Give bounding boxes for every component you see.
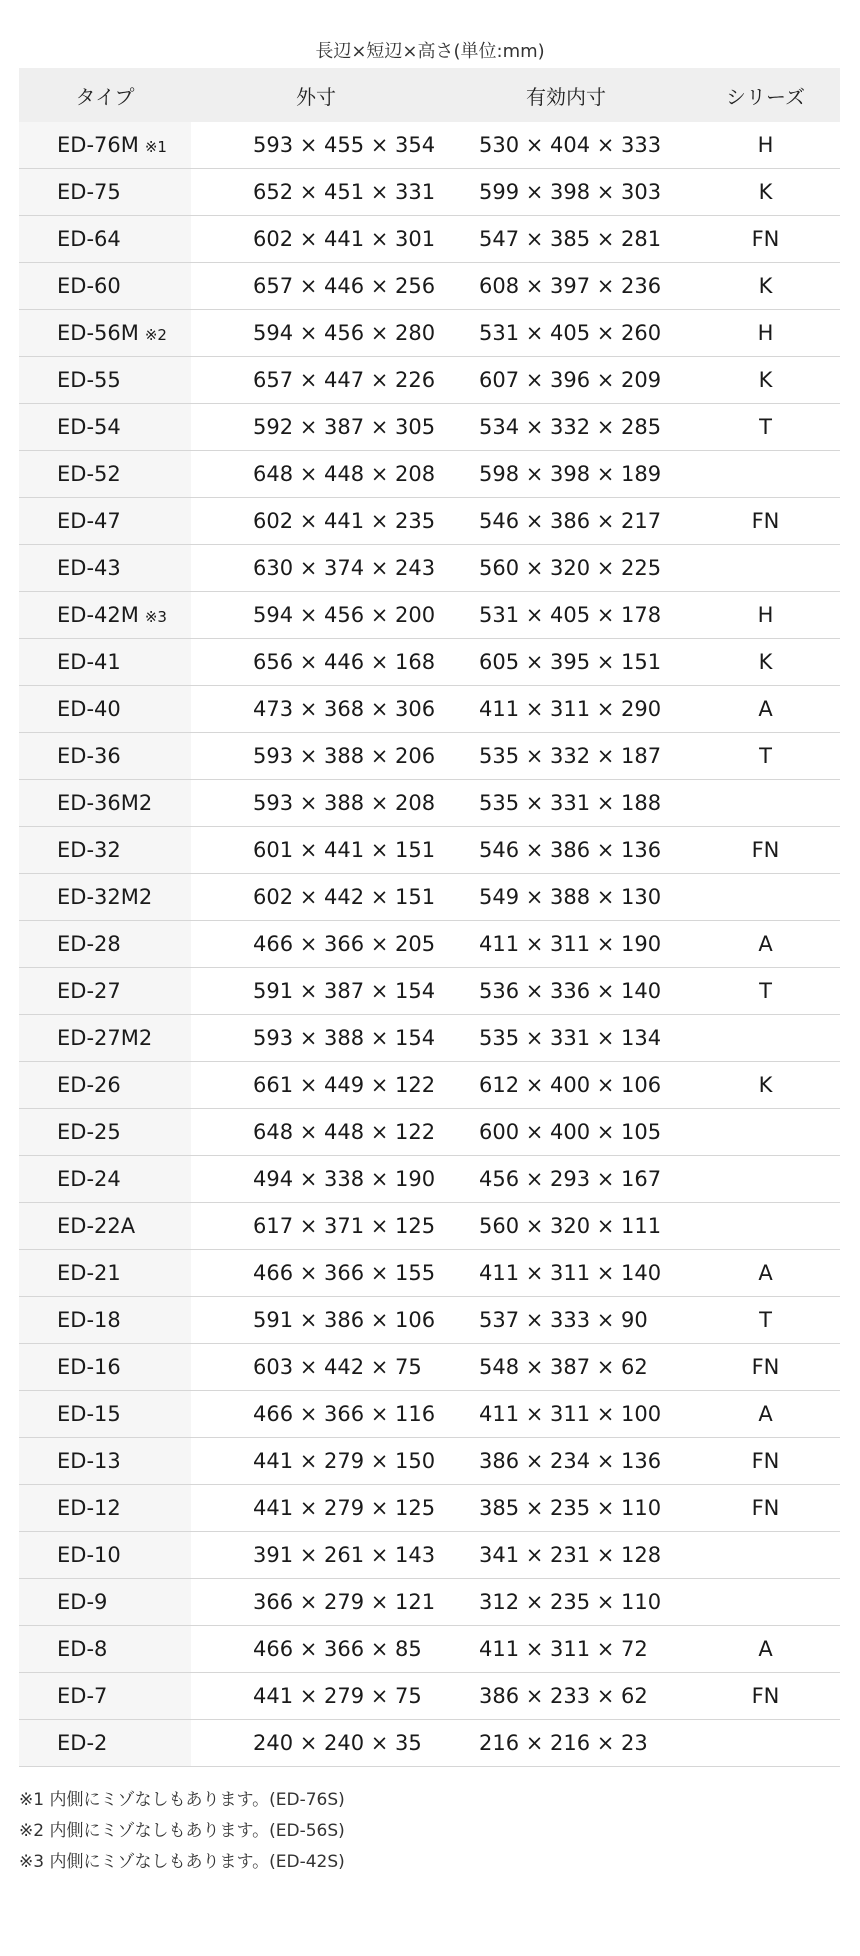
table-row [19,921,840,968]
cell-type [19,1720,191,1767]
table-row [19,733,840,780]
cell-outer-size: 594 × 456 × 280 [191,310,441,357]
cell-outer-size: 473 × 368 × 306 [191,686,441,733]
cell-type [19,921,191,968]
type-label: ED-36 [57,744,121,768]
cell-outer-size: 441 × 279 × 150 [191,1438,441,1485]
cell-type [19,1250,191,1297]
cell-inner-size: 216 × 216 × 23 [441,1720,691,1767]
type-label: ED-18 [57,1308,121,1332]
cell-inner-size: 599 × 398 × 303 [441,169,691,216]
cell-type [19,1532,191,1579]
cell-outer-size: 594 × 456 × 200 [191,592,441,639]
table-row [19,1015,840,1062]
table-row [19,686,840,733]
cell-outer-size: 648 × 448 × 208 [191,451,441,498]
cell-series [691,1015,840,1062]
cell-type [19,122,191,169]
cell-outer-size: 366 × 279 × 121 [191,1579,441,1626]
cell-type [19,827,191,874]
cell-outer-size: 494 × 338 × 190 [191,1156,441,1203]
header-series: シリーズ [691,68,840,122]
cell-type [19,1015,191,1062]
table-row [19,827,840,874]
cell-inner-size: 600 × 400 × 105 [441,1109,691,1156]
footnote: ※2 内側にミゾなしもあります。(ED-56S) [19,1821,345,1841]
cell-outer-size: 602 × 441 × 235 [191,498,441,545]
cell-outer-size: 441 × 279 × 75 [191,1673,441,1720]
cell-series: H [691,592,840,639]
footnote: ※1 内側にミゾなしもあります。(ED-76S) [19,1790,345,1810]
cell-outer-size: 592 × 387 × 305 [191,404,441,451]
cell-type [19,1579,191,1626]
cell-series [691,1109,840,1156]
cell-series: K [691,639,840,686]
type-label: ED-26 [57,1073,121,1097]
cell-outer-size: 593 × 388 × 206 [191,733,441,780]
cell-inner-size: 531 × 405 × 178 [441,592,691,639]
cell-series: A [691,921,840,968]
cell-series [691,1579,840,1626]
cell-type [19,263,191,310]
table-row [19,874,840,921]
cell-series [691,545,840,592]
cell-outer-size: 441 × 279 × 125 [191,1485,441,1532]
type-label: ED-2 [57,1731,108,1755]
cell-inner-size: 411 × 311 × 140 [441,1250,691,1297]
cell-type [19,169,191,216]
table-row [19,1673,840,1720]
cell-inner-size: 411 × 311 × 100 [441,1391,691,1438]
cell-outer-size: 466 × 366 × 155 [191,1250,441,1297]
table-row [19,169,840,216]
cell-series: K [691,169,840,216]
cell-series: FN [691,216,840,263]
cell-series: K [691,357,840,404]
cell-inner-size: 608 × 397 × 236 [441,263,691,310]
footnote-mark: ※3 [144,608,167,626]
cell-inner-size: 411 × 311 × 72 [441,1626,691,1673]
table-row [19,1203,840,1250]
type-label: ED-8 [57,1637,108,1661]
cell-inner-size: 312 × 235 × 110 [441,1579,691,1626]
cell-series: T [691,1297,840,1344]
cell-outer-size: 593 × 388 × 208 [191,780,441,827]
spec-table [19,68,840,1767]
header-outer-size: 外寸 [191,68,441,122]
table-row [19,1297,840,1344]
cell-type [19,404,191,451]
cell-series: FN [691,1438,840,1485]
cell-inner-size: 537 × 333 × 90 [441,1297,691,1344]
cell-series: T [691,968,840,1015]
cell-type [19,874,191,921]
table-row [19,1532,840,1579]
cell-inner-size: 535 × 331 × 134 [441,1015,691,1062]
cell-inner-size: 560 × 320 × 111 [441,1203,691,1250]
type-label: ED-40 [57,697,121,721]
cell-inner-size: 456 × 293 × 167 [441,1156,691,1203]
cell-type [19,1344,191,1391]
type-label: ED-24 [57,1167,121,1191]
table-row [19,310,840,357]
table-row [19,263,840,310]
cell-outer-size: 391 × 261 × 143 [191,1532,441,1579]
unit-note: 長辺×短辺×高さ(単位:mm) [315,41,545,62]
table-row [19,639,840,686]
table-row [19,1720,840,1767]
table-row [19,451,840,498]
type-label: ED-56M [57,321,139,345]
table-row [19,498,840,545]
cell-type [19,1062,191,1109]
cell-inner-size: 560 × 320 × 225 [441,545,691,592]
table-row [19,1485,840,1532]
table-row [19,1438,840,1485]
cell-type [19,451,191,498]
table-row [19,122,840,169]
cell-series [691,451,840,498]
cell-series: K [691,1062,840,1109]
type-label: ED-28 [57,932,121,956]
cell-series: A [691,1250,840,1297]
cell-outer-size: 466 × 366 × 205 [191,921,441,968]
cell-inner-size: 546 × 386 × 136 [441,827,691,874]
type-label: ED-9 [57,1590,108,1614]
cell-outer-size: 648 × 448 × 122 [191,1109,441,1156]
cell-series: FN [691,1673,840,1720]
cell-inner-size: 411 × 311 × 290 [441,686,691,733]
cell-series [691,780,840,827]
cell-type [19,1438,191,1485]
cell-series [691,1203,840,1250]
cell-inner-size: 530 × 404 × 333 [441,122,691,169]
cell-inner-size: 598 × 398 × 189 [441,451,691,498]
footnote-mark: ※1 [144,138,167,156]
cell-series: T [691,733,840,780]
type-label: ED-21 [57,1261,121,1285]
type-label: ED-47 [57,509,121,533]
cell-inner-size: 548 × 387 × 62 [441,1344,691,1391]
table-row [19,1109,840,1156]
table-row [19,216,840,263]
cell-type [19,686,191,733]
cell-type [19,1673,191,1720]
cell-series [691,874,840,921]
cell-type [19,1156,191,1203]
cell-type [19,968,191,1015]
cell-inner-size: 547 × 385 × 281 [441,216,691,263]
footnotes [19,1785,860,1878]
type-label: ED-12 [57,1496,121,1520]
cell-type [19,310,191,357]
type-label: ED-13 [57,1449,121,1473]
cell-series: H [691,310,840,357]
cell-series: H [691,122,840,169]
type-label: ED-55 [57,368,121,392]
table-row [19,357,840,404]
type-label: ED-76M [57,133,139,157]
footnote-mark: ※2 [144,326,167,344]
table-row [19,545,840,592]
cell-outer-size: 593 × 455 × 354 [191,122,441,169]
cell-type [19,1485,191,1532]
table-header-row [19,68,840,122]
table-row [19,1250,840,1297]
cell-series: A [691,1391,840,1438]
cell-series [691,1532,840,1579]
cell-outer-size: 657 × 446 × 256 [191,263,441,310]
table-row [19,1156,840,1203]
cell-inner-size: 546 × 386 × 217 [441,498,691,545]
cell-type [19,1109,191,1156]
table-row [19,404,840,451]
cell-type [19,639,191,686]
type-label: ED-32 [57,838,121,862]
type-label: ED-32M2 [57,885,153,909]
table-row [19,1344,840,1391]
cell-inner-size: 549 × 388 × 130 [441,874,691,921]
cell-inner-size: 386 × 234 × 136 [441,1438,691,1485]
type-label: ED-54 [57,415,121,439]
cell-outer-size: 466 × 366 × 116 [191,1391,441,1438]
cell-type [19,1626,191,1673]
cell-type [19,1391,191,1438]
type-label: ED-75 [57,180,121,204]
type-label: ED-27M2 [57,1026,153,1050]
cell-type [19,216,191,263]
cell-outer-size: 240 × 240 × 35 [191,1720,441,1767]
cell-outer-size: 656 × 446 × 168 [191,639,441,686]
cell-outer-size: 466 × 366 × 85 [191,1626,441,1673]
cell-outer-size: 652 × 451 × 331 [191,169,441,216]
cell-inner-size: 612 × 400 × 106 [441,1062,691,1109]
type-label: ED-10 [57,1543,121,1567]
cell-type [19,733,191,780]
cell-inner-size: 536 × 336 × 140 [441,968,691,1015]
cell-series: A [691,1626,840,1673]
cell-type [19,780,191,827]
cell-outer-size: 602 × 442 × 151 [191,874,441,921]
type-label: ED-43 [57,556,121,580]
cell-inner-size: 607 × 396 × 209 [441,357,691,404]
table-row [19,1062,840,1109]
cell-series: FN [691,498,840,545]
cell-inner-size: 535 × 331 × 188 [441,780,691,827]
cell-outer-size: 657 × 447 × 226 [191,357,441,404]
cell-outer-size: 630 × 374 × 243 [191,545,441,592]
cell-series: K [691,263,840,310]
cell-inner-size: 386 × 233 × 62 [441,1673,691,1720]
table-row [19,1391,840,1438]
table-body [19,122,840,1767]
cell-series: FN [691,827,840,874]
cell-outer-size: 603 × 442 × 75 [191,1344,441,1391]
cell-inner-size: 605 × 395 × 151 [441,639,691,686]
cell-type [19,357,191,404]
type-label: ED-64 [57,227,121,251]
type-label: ED-25 [57,1120,121,1144]
type-label: ED-22A [57,1214,136,1238]
cell-outer-size: 601 × 441 × 151 [191,827,441,874]
cell-inner-size: 535 × 332 × 187 [441,733,691,780]
type-label: ED-52 [57,462,121,486]
table-row [19,1579,840,1626]
cell-inner-size: 411 × 311 × 190 [441,921,691,968]
cell-series [691,1156,840,1203]
cell-inner-size: 531 × 405 × 260 [441,310,691,357]
cell-type [19,592,191,639]
cell-inner-size: 385 × 235 × 110 [441,1485,691,1532]
type-label: ED-7 [57,1684,108,1708]
type-label: ED-36M2 [57,791,153,815]
cell-type [19,498,191,545]
cell-series: FN [691,1485,840,1532]
table-row [19,592,840,639]
table-row [19,968,840,1015]
table-row [19,1626,840,1673]
cell-outer-size: 602 × 441 × 301 [191,216,441,263]
cell-series: A [691,686,840,733]
type-label: ED-41 [57,650,121,674]
cell-outer-size: 593 × 388 × 154 [191,1015,441,1062]
cell-outer-size: 661 × 449 × 122 [191,1062,441,1109]
cell-outer-size: 617 × 371 × 125 [191,1203,441,1250]
cell-type [19,545,191,592]
table-row [19,780,840,827]
type-label: ED-60 [57,274,121,298]
type-label: ED-42M [57,603,139,627]
type-label: ED-27 [57,979,121,1003]
footnote: ※3 内側にミゾなしもあります。(ED-42S) [19,1852,345,1872]
cell-outer-size: 591 × 386 × 106 [191,1297,441,1344]
cell-type [19,1203,191,1250]
header-type: タイプ [19,68,191,122]
cell-series: FN [691,1344,840,1391]
cell-series: T [691,404,840,451]
cell-inner-size: 341 × 231 × 128 [441,1532,691,1579]
cell-outer-size: 591 × 387 × 154 [191,968,441,1015]
type-label: ED-16 [57,1355,121,1379]
cell-type [19,1297,191,1344]
header-inner-size: 有効内寸 [441,68,691,122]
cell-series [691,1720,840,1767]
type-label: ED-15 [57,1402,121,1426]
cell-inner-size: 534 × 332 × 285 [441,404,691,451]
